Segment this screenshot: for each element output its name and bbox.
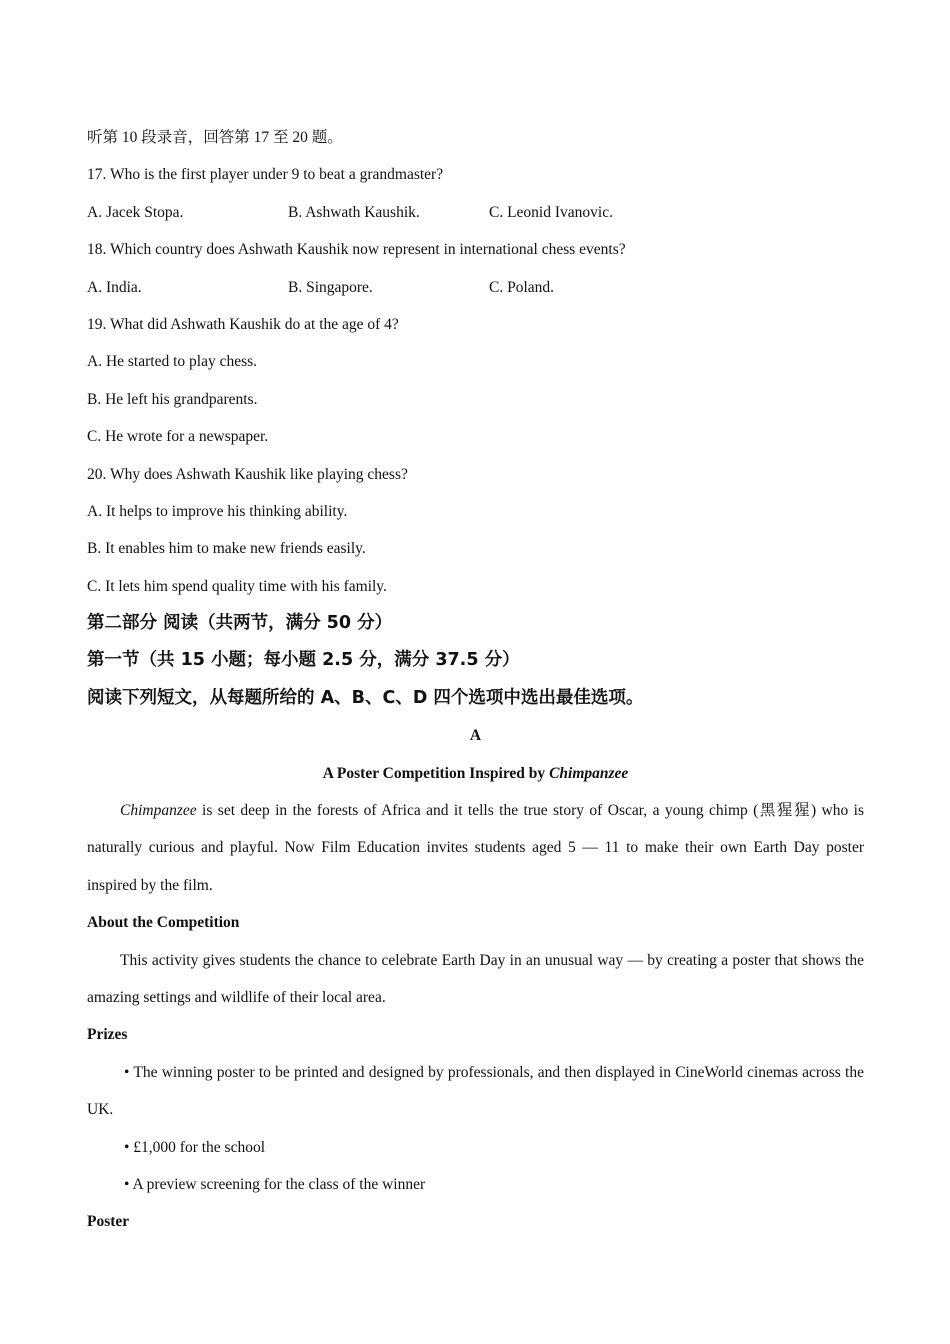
option-a: A. He started to play chess. (87, 353, 258, 371)
intro-italic: Chimpanzee (120, 802, 197, 820)
question-stem: 18. Which country does Ashwath Kaushik now represent in international chess events? (87, 241, 626, 259)
intro-text: is set deep in the forests of Africa and it tells the true story of Oscar, a young chimp (黑猩猩) who is naturally curious and playful. Now Film Education invites students aged 5 — 11 to make their own Earth Day poster inspired by the film. (87, 802, 864, 894)
option-b: B. Ashwath Kaushik. (288, 203, 420, 221)
option-c: C. He wrote for a newspaper. (87, 428, 269, 446)
option-c: C. Leonid Ivanovic. (489, 203, 613, 221)
option-b: B. It enables him to make new friends easily. (87, 540, 366, 558)
reading-instruction: 阅读下列短文，从每题所给的 A、B、C、D 四个选项中选出最佳选项。 (87, 687, 644, 708)
prize-item: • £1,000 for the school (124, 1138, 266, 1156)
option-b: B. Singapore. (288, 278, 373, 296)
prizes-heading: Prizes (87, 1026, 128, 1044)
option-row (87, 194, 864, 231)
passage-title (87, 755, 864, 792)
option-a: A. It helps to improve his thinking ability. (87, 502, 348, 520)
passage-letter: A (469, 727, 482, 745)
question-stem: 19. What did Ashwath Kaushik do at the age of 4? (87, 315, 399, 333)
passage-title-italic: Chimpanzee (549, 764, 629, 782)
option-c: C. It lets him spend quality time with his family. (87, 577, 387, 595)
question-stem: 20. Why does Ashwath Kaushik like playing chess? (87, 465, 408, 483)
option-a: A. Jacek Stopa. (87, 203, 184, 221)
prize-item: • A preview screening for the class of the winner (124, 1176, 426, 1194)
option-row (87, 269, 864, 306)
listening-instruction: 听第 10 段录音，回答第 17 至 20 题。 (87, 129, 343, 146)
part-title: 第二部分 阅读（共两节，满分 50 分） (87, 613, 393, 634)
exam-page (87, 119, 864, 1241)
question-stem: 17. Who is the first player under 9 to beat a grandmaster? (87, 166, 444, 184)
about-paragraph: This activity gives students the chance to celebrate Earth Day in an unusual way — by creating a poster that shows the amazing settings and wildlife of their local area. (87, 951, 864, 1007)
poster-heading: Poster (87, 1213, 130, 1231)
section-title: 第一节（共 15 小题；每小题 2.5 分，满分 37.5 分） (87, 650, 520, 671)
passage-title-text: A Poster Competition Inspired by (322, 764, 550, 782)
option-a: A. India. (87, 278, 142, 296)
option-c: C. Poland. (489, 278, 555, 296)
intro-paragraph (87, 792, 864, 904)
prize-item: • The winning poster to be printed and designed by professionals, and then displayed in CineWorld cinemas across the UK. (87, 1063, 864, 1119)
about-heading: About the Competition (87, 914, 240, 932)
option-b: B. He left his grandparents. (87, 390, 258, 408)
